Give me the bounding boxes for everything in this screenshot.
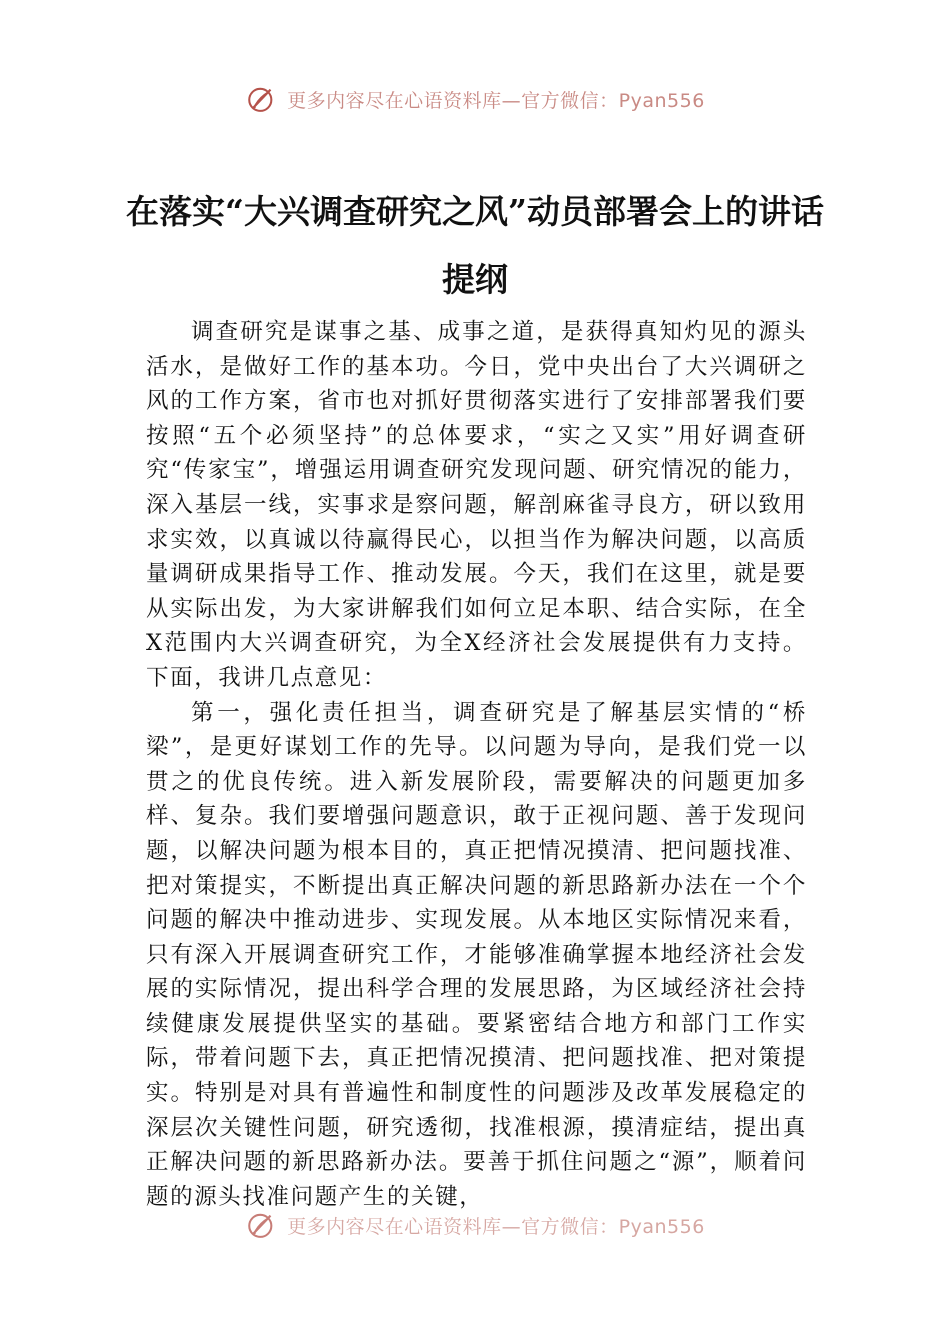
watermark-footer [0,1208,950,1242]
watermark-text: 更多内容尽在心语资料库—官方微信：Pyan556 [287,89,705,112]
document-title: 在落实“大兴调查研究之风”动员部署会上的讲话提纲 [126,192,824,299]
document-body [146,315,807,1215]
pen-logo-icon [245,1208,279,1242]
body-paragraph-1: 调查研究是谋事之基、成事之道，是获得真知灼见的源头活水，是做好工作的基本功。今日，党中央出台了大兴调研之风的工作方案，省市也对抓好贯彻落实进行了安排部署我们要按照“五个必须坚持”的总体要求，“实之又实”用好调查研究“传家宝”，增强运用调查研究发现问题、研究情况的能力，深入基层一线，实事求是察问题，解剖麻雀寻良方，研以致用求实效，以真诚以待赢得民心，以担当作为解决问题，以高质量调研成果指导工作、推动发展。今天，我们在这里，就是要从实际出发，为大家讲解我们如何立足本职、结合实际，在全X范围内大兴调查研究，为全X经济社会发展提供有力支持。下面，我讲几点意见： [146,319,807,691]
body-paragraph-2: 第一，强化责任担当，调查研究是了解基层实情的“桥梁”，是更好谋划工作的先导。以问题为导向，是我们党一以贯之的优良传统。进入新发展阶段，需要解决的问题更加多样、复杂。我们要增强问题意识，敢于正视问题、善于发现问题，以解决问题为根本目的，真正把情况摸清、把问题找准、把对策提实，不断提出真正解决问题的新思路新办法在一个个问题的解决中推动进步、实现发展。从本地区实际情况来看，只有深入开展调查研究工作，才能够准确掌握本地经济社会发展的实际情况，提出科学合理的发展思路，为区域经济社会持续健康发展提供坚实的基础。要紧密结合地方和部门工作实际，带着问题下去，真正把情况摸清、把问题找准、把对策提实。特别是对具有普遍性和制度性的问题涉及改革发展稳定的深层次关键性问题，研究透彻，找准根源，摸清症结，提出真正解决问题的新思路新办法。要善于抓住问题之“源”，顺着问题的源头找准问题产生的关键， [146,699,807,1210]
watermark-text-footer: 更多内容尽在心语资料库—官方微信：Pyan556 [287,1215,705,1238]
watermark-header [0,82,950,116]
pen-logo-icon [245,82,279,116]
